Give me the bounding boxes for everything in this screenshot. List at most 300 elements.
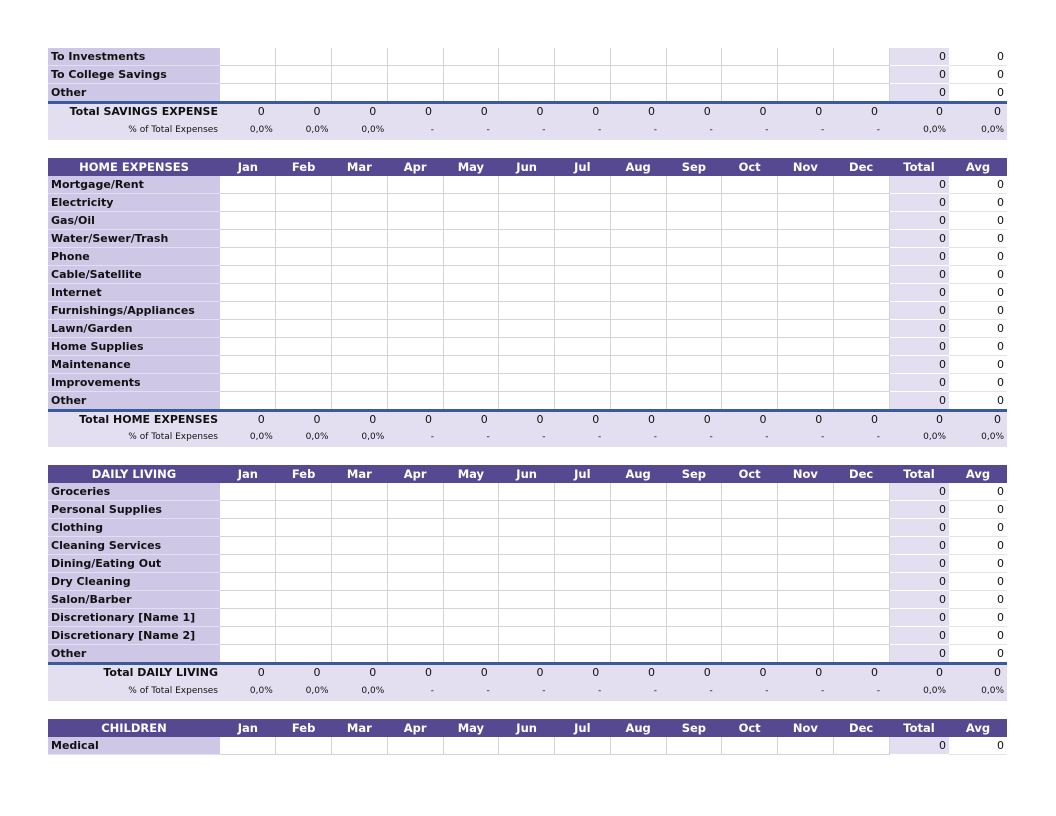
month-input-cell[interactable]	[220, 193, 276, 211]
month-input-cell[interactable]	[276, 737, 332, 755]
month-input-cell[interactable]	[722, 48, 778, 66]
month-input-cell[interactable]	[499, 483, 555, 501]
month-input-cell[interactable]	[722, 391, 778, 410]
month-input-cell[interactable]	[220, 573, 276, 591]
month-input-cell[interactable]	[499, 301, 555, 319]
month-input-cell[interactable]	[332, 537, 388, 555]
month-input-cell[interactable]	[276, 247, 332, 265]
month-input-cell[interactable]	[778, 247, 834, 265]
month-input-cell[interactable]	[276, 645, 332, 664]
month-input-cell[interactable]	[833, 283, 889, 301]
month-input-cell[interactable]	[387, 283, 443, 301]
month-input-cell[interactable]	[499, 176, 555, 194]
month-input-cell[interactable]	[443, 66, 499, 84]
month-input-cell[interactable]	[610, 645, 666, 664]
row-label[interactable]: Cable/Satellite	[48, 265, 220, 283]
month-input-cell[interactable]	[833, 645, 889, 664]
month-input-cell[interactable]	[443, 176, 499, 194]
row-label[interactable]: Dining/Eating Out	[48, 555, 220, 573]
month-input-cell[interactable]	[666, 84, 722, 103]
month-input-cell[interactable]	[387, 337, 443, 355]
month-input-cell[interactable]	[610, 573, 666, 591]
month-input-cell[interactable]	[220, 211, 276, 229]
row-label[interactable]: Medical	[48, 737, 220, 755]
month-input-cell[interactable]	[443, 48, 499, 66]
row-label[interactable]: Water/Sewer/Trash	[48, 229, 220, 247]
month-input-cell[interactable]	[499, 265, 555, 283]
month-input-cell[interactable]	[555, 337, 611, 355]
month-input-cell[interactable]	[387, 591, 443, 609]
month-input-cell[interactable]	[499, 737, 555, 755]
month-input-cell[interactable]	[276, 483, 332, 501]
month-input-cell[interactable]	[833, 355, 889, 373]
month-input-cell[interactable]	[220, 301, 276, 319]
month-input-cell[interactable]	[499, 337, 555, 355]
month-input-cell[interactable]	[833, 211, 889, 229]
month-input-cell[interactable]	[610, 319, 666, 337]
month-input-cell[interactable]	[332, 301, 388, 319]
month-input-cell[interactable]	[833, 337, 889, 355]
month-input-cell[interactable]	[555, 229, 611, 247]
month-input-cell[interactable]	[833, 519, 889, 537]
month-input-cell[interactable]	[833, 319, 889, 337]
month-input-cell[interactable]	[722, 337, 778, 355]
month-input-cell[interactable]	[220, 501, 276, 519]
month-input-cell[interactable]	[276, 229, 332, 247]
month-input-cell[interactable]	[499, 66, 555, 84]
row-label[interactable]: To College Savings	[48, 66, 220, 84]
row-label[interactable]: Gas/Oil	[48, 211, 220, 229]
month-input-cell[interactable]	[443, 265, 499, 283]
row-label[interactable]: Cleaning Services	[48, 537, 220, 555]
month-input-cell[interactable]	[722, 591, 778, 609]
month-input-cell[interactable]	[833, 483, 889, 501]
row-label[interactable]: Clothing	[48, 519, 220, 537]
month-input-cell[interactable]	[443, 319, 499, 337]
month-input-cell[interactable]	[443, 483, 499, 501]
month-input-cell[interactable]	[722, 84, 778, 103]
month-input-cell[interactable]	[276, 627, 332, 645]
month-input-cell[interactable]	[332, 573, 388, 591]
month-input-cell[interactable]	[220, 391, 276, 410]
month-input-cell[interactable]	[666, 229, 722, 247]
row-label[interactable]: To Investments	[48, 48, 220, 66]
month-input-cell[interactable]	[666, 591, 722, 609]
month-input-cell[interactable]	[833, 176, 889, 194]
month-input-cell[interactable]	[387, 301, 443, 319]
month-input-cell[interactable]	[443, 573, 499, 591]
month-input-cell[interactable]	[443, 355, 499, 373]
month-input-cell[interactable]	[220, 229, 276, 247]
month-input-cell[interactable]	[555, 627, 611, 645]
month-input-cell[interactable]	[332, 355, 388, 373]
month-input-cell[interactable]	[778, 609, 834, 627]
month-input-cell[interactable]	[778, 48, 834, 66]
month-input-cell[interactable]	[610, 247, 666, 265]
month-input-cell[interactable]	[443, 84, 499, 103]
month-input-cell[interactable]	[555, 501, 611, 519]
month-input-cell[interactable]	[610, 483, 666, 501]
row-label[interactable]: Personal Supplies	[48, 501, 220, 519]
month-input-cell[interactable]	[778, 193, 834, 211]
month-input-cell[interactable]	[220, 627, 276, 645]
month-input-cell[interactable]	[387, 319, 443, 337]
month-input-cell[interactable]	[833, 391, 889, 410]
month-input-cell[interactable]	[499, 373, 555, 391]
month-input-cell[interactable]	[387, 555, 443, 573]
month-input-cell[interactable]	[555, 483, 611, 501]
month-input-cell[interactable]	[722, 501, 778, 519]
month-input-cell[interactable]	[722, 537, 778, 555]
month-input-cell[interactable]	[666, 265, 722, 283]
month-input-cell[interactable]	[387, 627, 443, 645]
month-input-cell[interactable]	[778, 319, 834, 337]
month-input-cell[interactable]	[332, 319, 388, 337]
month-input-cell[interactable]	[499, 229, 555, 247]
month-input-cell[interactable]	[778, 737, 834, 755]
month-input-cell[interactable]	[778, 391, 834, 410]
month-input-cell[interactable]	[443, 501, 499, 519]
month-input-cell[interactable]	[610, 66, 666, 84]
month-input-cell[interactable]	[220, 373, 276, 391]
month-input-cell[interactable]	[722, 247, 778, 265]
month-input-cell[interactable]	[443, 645, 499, 664]
month-input-cell[interactable]	[666, 483, 722, 501]
month-input-cell[interactable]	[778, 211, 834, 229]
month-input-cell[interactable]	[778, 483, 834, 501]
month-input-cell[interactable]	[276, 319, 332, 337]
month-input-cell[interactable]	[276, 84, 332, 103]
month-input-cell[interactable]	[276, 609, 332, 627]
month-input-cell[interactable]	[833, 247, 889, 265]
month-input-cell[interactable]	[276, 193, 332, 211]
month-input-cell[interactable]	[666, 627, 722, 645]
month-input-cell[interactable]	[833, 591, 889, 609]
month-input-cell[interactable]	[778, 645, 834, 664]
row-label[interactable]: Discretionary [Name 2]	[48, 627, 220, 645]
month-input-cell[interactable]	[778, 355, 834, 373]
month-input-cell[interactable]	[610, 501, 666, 519]
month-input-cell[interactable]	[443, 555, 499, 573]
month-input-cell[interactable]	[833, 193, 889, 211]
month-input-cell[interactable]	[443, 301, 499, 319]
month-input-cell[interactable]	[555, 519, 611, 537]
month-input-cell[interactable]	[555, 283, 611, 301]
month-input-cell[interactable]	[332, 591, 388, 609]
month-input-cell[interactable]	[666, 66, 722, 84]
month-input-cell[interactable]	[778, 573, 834, 591]
month-input-cell[interactable]	[722, 483, 778, 501]
row-label[interactable]: Groceries	[48, 483, 220, 501]
month-input-cell[interactable]	[555, 609, 611, 627]
month-input-cell[interactable]	[722, 211, 778, 229]
month-input-cell[interactable]	[499, 319, 555, 337]
month-input-cell[interactable]	[610, 627, 666, 645]
month-input-cell[interactable]	[387, 265, 443, 283]
month-input-cell[interactable]	[276, 211, 332, 229]
month-input-cell[interactable]	[332, 84, 388, 103]
month-input-cell[interactable]	[387, 66, 443, 84]
month-input-cell[interactable]	[387, 355, 443, 373]
month-input-cell[interactable]	[220, 337, 276, 355]
month-input-cell[interactable]	[778, 519, 834, 537]
month-input-cell[interactable]	[666, 193, 722, 211]
month-input-cell[interactable]	[387, 48, 443, 66]
month-input-cell[interactable]	[610, 519, 666, 537]
month-input-cell[interactable]	[722, 193, 778, 211]
row-label[interactable]: Home Supplies	[48, 337, 220, 355]
month-input-cell[interactable]	[220, 591, 276, 609]
month-input-cell[interactable]	[833, 737, 889, 755]
month-input-cell[interactable]	[276, 391, 332, 410]
month-input-cell[interactable]	[833, 229, 889, 247]
month-input-cell[interactable]	[387, 229, 443, 247]
month-input-cell[interactable]	[387, 737, 443, 755]
month-input-cell[interactable]	[555, 737, 611, 755]
month-input-cell[interactable]	[555, 211, 611, 229]
row-label[interactable]: Internet	[48, 283, 220, 301]
month-input-cell[interactable]	[499, 211, 555, 229]
month-input-cell[interactable]	[443, 193, 499, 211]
month-input-cell[interactable]	[276, 555, 332, 573]
month-input-cell[interactable]	[555, 265, 611, 283]
month-input-cell[interactable]	[443, 247, 499, 265]
row-label[interactable]: Other	[48, 391, 220, 410]
row-label[interactable]: Mortgage/Rent	[48, 176, 220, 194]
month-input-cell[interactable]	[387, 247, 443, 265]
row-label[interactable]: Improvements	[48, 373, 220, 391]
month-input-cell[interactable]	[332, 519, 388, 537]
month-input-cell[interactable]	[499, 609, 555, 627]
month-input-cell[interactable]	[666, 645, 722, 664]
month-input-cell[interactable]	[833, 301, 889, 319]
month-input-cell[interactable]	[499, 247, 555, 265]
month-input-cell[interactable]	[833, 84, 889, 103]
month-input-cell[interactable]	[443, 737, 499, 755]
month-input-cell[interactable]	[778, 373, 834, 391]
month-input-cell[interactable]	[666, 609, 722, 627]
month-input-cell[interactable]	[220, 48, 276, 66]
month-input-cell[interactable]	[666, 211, 722, 229]
month-input-cell[interactable]	[555, 84, 611, 103]
month-input-cell[interactable]	[666, 355, 722, 373]
month-input-cell[interactable]	[555, 537, 611, 555]
month-input-cell[interactable]	[610, 301, 666, 319]
month-input-cell[interactable]	[666, 391, 722, 410]
month-input-cell[interactable]	[276, 537, 332, 555]
month-input-cell[interactable]	[387, 211, 443, 229]
month-input-cell[interactable]	[499, 627, 555, 645]
month-input-cell[interactable]	[220, 609, 276, 627]
month-input-cell[interactable]	[610, 229, 666, 247]
month-input-cell[interactable]	[443, 391, 499, 410]
month-input-cell[interactable]	[555, 391, 611, 410]
month-input-cell[interactable]	[499, 591, 555, 609]
month-input-cell[interactable]	[499, 391, 555, 410]
month-input-cell[interactable]	[722, 555, 778, 573]
month-input-cell[interactable]	[332, 645, 388, 664]
month-input-cell[interactable]	[722, 609, 778, 627]
month-input-cell[interactable]	[332, 483, 388, 501]
month-input-cell[interactable]	[778, 501, 834, 519]
month-input-cell[interactable]	[499, 573, 555, 591]
month-input-cell[interactable]	[220, 283, 276, 301]
month-input-cell[interactable]	[666, 737, 722, 755]
month-input-cell[interactable]	[276, 176, 332, 194]
month-input-cell[interactable]	[555, 573, 611, 591]
month-input-cell[interactable]	[610, 609, 666, 627]
month-input-cell[interactable]	[220, 519, 276, 537]
month-input-cell[interactable]	[666, 519, 722, 537]
month-input-cell[interactable]	[722, 355, 778, 373]
month-input-cell[interactable]	[666, 573, 722, 591]
month-input-cell[interactable]	[443, 627, 499, 645]
row-label[interactable]: Other	[48, 84, 220, 103]
month-input-cell[interactable]	[443, 591, 499, 609]
month-input-cell[interactable]	[666, 337, 722, 355]
month-input-cell[interactable]	[666, 48, 722, 66]
month-input-cell[interactable]	[778, 337, 834, 355]
month-input-cell[interactable]	[555, 319, 611, 337]
month-input-cell[interactable]	[610, 337, 666, 355]
month-input-cell[interactable]	[610, 373, 666, 391]
month-input-cell[interactable]	[332, 193, 388, 211]
month-input-cell[interactable]	[555, 591, 611, 609]
month-input-cell[interactable]	[499, 283, 555, 301]
month-input-cell[interactable]	[610, 265, 666, 283]
month-input-cell[interactable]	[666, 555, 722, 573]
month-input-cell[interactable]	[666, 319, 722, 337]
month-input-cell[interactable]	[833, 48, 889, 66]
month-input-cell[interactable]	[499, 645, 555, 664]
month-input-cell[interactable]	[778, 283, 834, 301]
month-input-cell[interactable]	[220, 537, 276, 555]
month-input-cell[interactable]	[387, 519, 443, 537]
month-input-cell[interactable]	[276, 48, 332, 66]
month-input-cell[interactable]	[220, 84, 276, 103]
month-input-cell[interactable]	[722, 627, 778, 645]
month-input-cell[interactable]	[387, 573, 443, 591]
month-input-cell[interactable]	[555, 66, 611, 84]
month-input-cell[interactable]	[833, 501, 889, 519]
month-input-cell[interactable]	[555, 355, 611, 373]
month-input-cell[interactable]	[332, 247, 388, 265]
month-input-cell[interactable]	[833, 573, 889, 591]
month-input-cell[interactable]	[387, 373, 443, 391]
month-input-cell[interactable]	[276, 573, 332, 591]
month-input-cell[interactable]	[610, 211, 666, 229]
month-input-cell[interactable]	[276, 355, 332, 373]
month-input-cell[interactable]	[610, 737, 666, 755]
month-input-cell[interactable]	[332, 66, 388, 84]
month-input-cell[interactable]	[499, 501, 555, 519]
month-input-cell[interactable]	[722, 573, 778, 591]
month-input-cell[interactable]	[387, 391, 443, 410]
month-input-cell[interactable]	[220, 483, 276, 501]
month-input-cell[interactable]	[276, 501, 332, 519]
month-input-cell[interactable]	[778, 627, 834, 645]
month-input-cell[interactable]	[666, 501, 722, 519]
row-label[interactable]: Furnishings/Appliances	[48, 301, 220, 319]
month-input-cell[interactable]	[332, 391, 388, 410]
month-input-cell[interactable]	[332, 48, 388, 66]
month-input-cell[interactable]	[499, 193, 555, 211]
month-input-cell[interactable]	[443, 609, 499, 627]
month-input-cell[interactable]	[778, 84, 834, 103]
month-input-cell[interactable]	[332, 627, 388, 645]
month-input-cell[interactable]	[276, 337, 332, 355]
row-label[interactable]: Discretionary [Name 1]	[48, 609, 220, 627]
month-input-cell[interactable]	[332, 501, 388, 519]
month-input-cell[interactable]	[220, 645, 276, 664]
month-input-cell[interactable]	[387, 645, 443, 664]
month-input-cell[interactable]	[722, 319, 778, 337]
month-input-cell[interactable]	[722, 645, 778, 664]
month-input-cell[interactable]	[499, 84, 555, 103]
month-input-cell[interactable]	[666, 283, 722, 301]
month-input-cell[interactable]	[387, 176, 443, 194]
month-input-cell[interactable]	[276, 283, 332, 301]
month-input-cell[interactable]	[332, 211, 388, 229]
month-input-cell[interactable]	[610, 176, 666, 194]
month-input-cell[interactable]	[555, 645, 611, 664]
month-input-cell[interactable]	[387, 501, 443, 519]
month-input-cell[interactable]	[220, 265, 276, 283]
month-input-cell[interactable]	[833, 537, 889, 555]
month-input-cell[interactable]	[276, 373, 332, 391]
row-label[interactable]: Phone	[48, 247, 220, 265]
month-input-cell[interactable]	[722, 373, 778, 391]
month-input-cell[interactable]	[610, 591, 666, 609]
month-input-cell[interactable]	[443, 519, 499, 537]
month-input-cell[interactable]	[666, 373, 722, 391]
month-input-cell[interactable]	[443, 373, 499, 391]
month-input-cell[interactable]	[722, 66, 778, 84]
month-input-cell[interactable]	[220, 555, 276, 573]
month-input-cell[interactable]	[666, 537, 722, 555]
month-input-cell[interactable]	[387, 537, 443, 555]
month-input-cell[interactable]	[443, 211, 499, 229]
month-input-cell[interactable]	[332, 609, 388, 627]
row-label[interactable]: Electricity	[48, 193, 220, 211]
month-input-cell[interactable]	[499, 537, 555, 555]
month-input-cell[interactable]	[666, 301, 722, 319]
month-input-cell[interactable]	[220, 737, 276, 755]
month-input-cell[interactable]	[555, 373, 611, 391]
month-input-cell[interactable]	[443, 283, 499, 301]
month-input-cell[interactable]	[833, 265, 889, 283]
month-input-cell[interactable]	[332, 176, 388, 194]
month-input-cell[interactable]	[555, 247, 611, 265]
month-input-cell[interactable]	[387, 193, 443, 211]
month-input-cell[interactable]	[332, 229, 388, 247]
month-input-cell[interactable]	[610, 84, 666, 103]
month-input-cell[interactable]	[722, 519, 778, 537]
month-input-cell[interactable]	[833, 609, 889, 627]
month-input-cell[interactable]	[332, 283, 388, 301]
month-input-cell[interactable]	[722, 176, 778, 194]
month-input-cell[interactable]	[555, 193, 611, 211]
month-input-cell[interactable]	[332, 373, 388, 391]
month-input-cell[interactable]	[778, 537, 834, 555]
month-input-cell[interactable]	[722, 301, 778, 319]
month-input-cell[interactable]	[610, 391, 666, 410]
month-input-cell[interactable]	[499, 555, 555, 573]
month-input-cell[interactable]	[778, 66, 834, 84]
month-input-cell[interactable]	[666, 176, 722, 194]
month-input-cell[interactable]	[722, 737, 778, 755]
month-input-cell[interactable]	[443, 229, 499, 247]
